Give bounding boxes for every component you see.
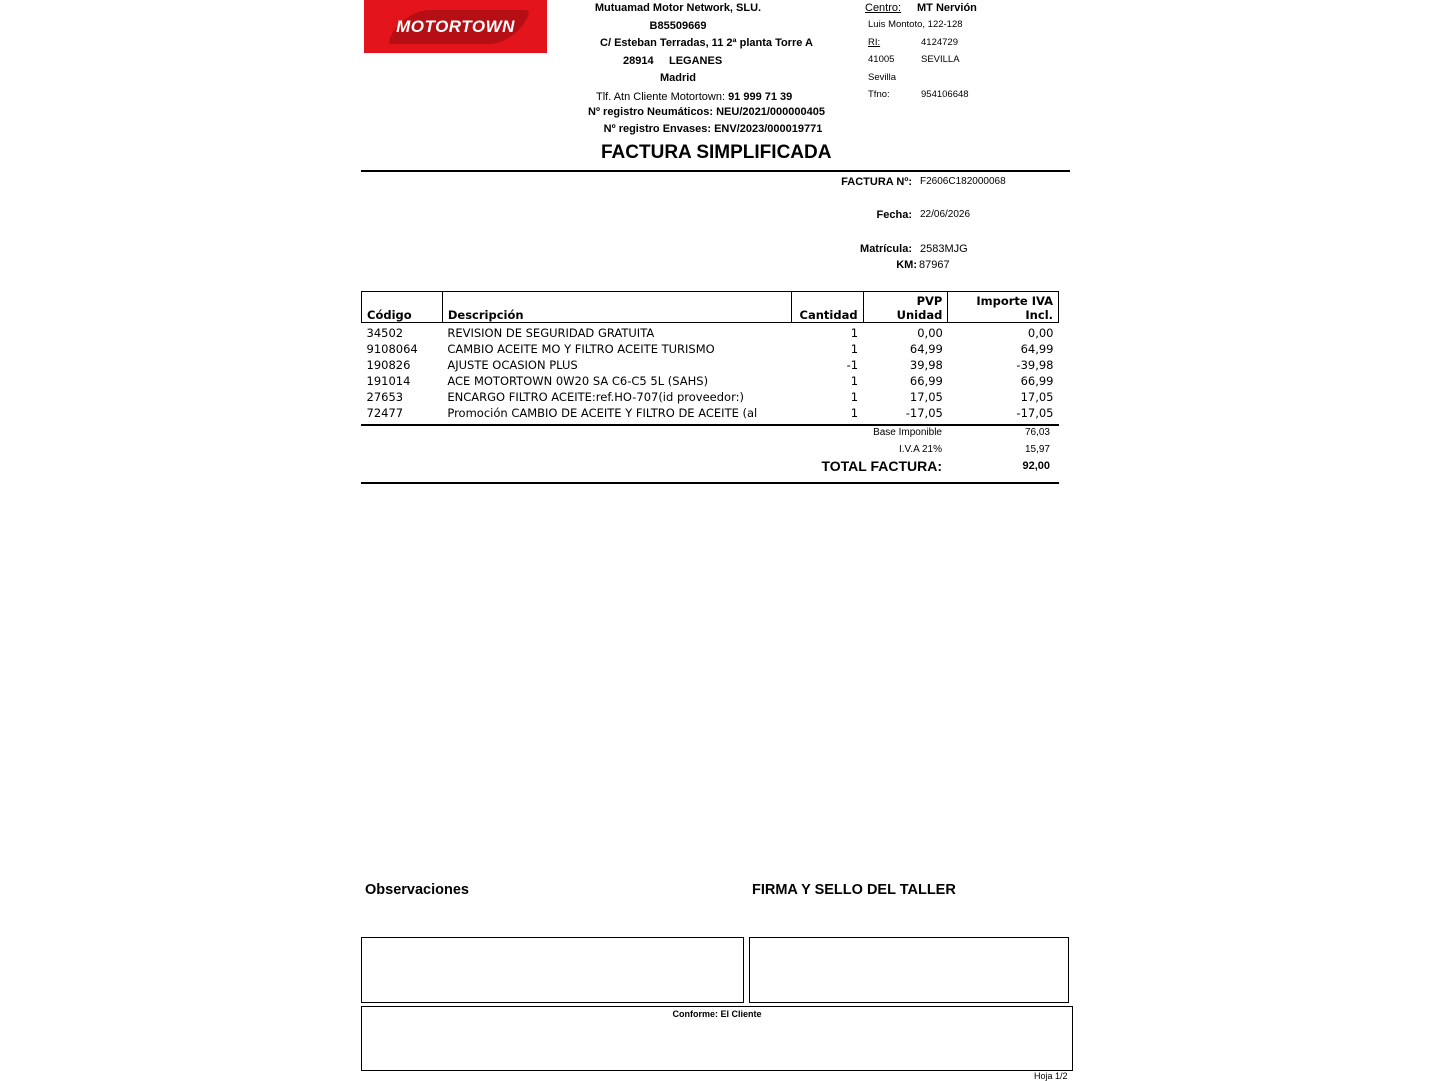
firma-box bbox=[749, 937, 1069, 1003]
km-value: 87967 bbox=[919, 259, 950, 271]
item-description: CAMBIO ACEITE MO Y FILTRO ACEITE TURISMO bbox=[447, 342, 715, 356]
table-header-row bbox=[362, 292, 1059, 323]
item-quantity: 1 bbox=[850, 406, 859, 420]
item-quantity: 1 bbox=[850, 342, 859, 356]
conforme-box bbox=[361, 1006, 1073, 1071]
item-unit-price: 17,05 bbox=[909, 390, 943, 404]
total-value: 92,00 bbox=[1022, 460, 1050, 472]
table-row bbox=[362, 357, 1059, 373]
centro-phone: 954106648 bbox=[921, 89, 969, 100]
item-description: ENCARGO FILTRO ACEITE:ref.HO-707(id proveedor:) bbox=[447, 390, 744, 404]
col-cantidad: Cantidad bbox=[791, 292, 863, 323]
document-title: FACTURA SIMPLIFICADA bbox=[601, 142, 832, 163]
logo-text: MOTORTOWN bbox=[396, 16, 515, 36]
plate-value: 2583MJG bbox=[920, 243, 968, 255]
item-code: 9108064 bbox=[366, 342, 418, 356]
iva-value: 15,97 bbox=[1024, 444, 1050, 455]
col-descripcion: Descripción bbox=[442, 292, 791, 323]
company-phone-label: Tlf. Atn Cliente Motortown: bbox=[596, 91, 725, 103]
company-postal-code: 28914 bbox=[623, 55, 654, 67]
item-code: 27653 bbox=[366, 390, 404, 404]
table-row bbox=[362, 373, 1059, 389]
base-imponible-value: 76,03 bbox=[1024, 427, 1050, 438]
table-row bbox=[362, 341, 1059, 357]
item-code: 72477 bbox=[366, 406, 404, 420]
col-importe: Importe IVA Incl. bbox=[948, 292, 1059, 323]
company-province: Madrid bbox=[659, 72, 697, 84]
item-amount: 66,99 bbox=[1020, 374, 1054, 388]
registro-envases: Nº registro Envases: ENV/2023/000019771 bbox=[603, 123, 823, 135]
company-city: LEGANES bbox=[669, 55, 723, 67]
table-row bbox=[362, 389, 1059, 405]
item-quantity: 1 bbox=[850, 326, 859, 340]
item-unit-price: 66,99 bbox=[909, 374, 943, 388]
items-table bbox=[361, 291, 1059, 421]
item-unit-price: 64,99 bbox=[909, 342, 943, 356]
centro-name: MT Nervión bbox=[917, 2, 977, 14]
company-cif: B85509669 bbox=[649, 20, 707, 32]
registro-neumaticos: Nº registro Neumáticos: NEU/2021/000000405 bbox=[588, 106, 825, 118]
item-amount: 64,99 bbox=[1020, 342, 1054, 356]
item-quantity: 1 bbox=[850, 374, 859, 388]
centro-city: SEVILLA bbox=[921, 54, 960, 65]
company-phone: 91 999 71 39 bbox=[728, 91, 793, 103]
totals-top-divider bbox=[361, 424, 1059, 426]
item-unit-price: 0,00 bbox=[917, 326, 943, 340]
firma-heading: FIRMA Y SELLO DEL TALLER bbox=[752, 882, 956, 898]
invoice-number-label: FACTURA Nº: bbox=[841, 176, 912, 188]
observaciones-heading: Observaciones bbox=[365, 882, 469, 898]
item-unit-price: 39,98 bbox=[909, 358, 943, 372]
item-description: AJUSTE OCASION PLUS bbox=[447, 358, 578, 372]
total-label: TOTAL FACTURA: bbox=[821, 458, 942, 474]
totals-bottom-divider bbox=[361, 482, 1059, 484]
invoice-date: 22/06/2026 bbox=[920, 209, 971, 220]
table-row bbox=[362, 325, 1059, 341]
base-imponible-label: Base Imponible bbox=[873, 427, 942, 438]
item-quantity: 1 bbox=[850, 390, 859, 404]
item-amount: 0,00 bbox=[1027, 326, 1054, 340]
item-unit-price: -17,05 bbox=[905, 406, 943, 420]
item-amount: 17,05 bbox=[1020, 390, 1054, 404]
centro-postal-code: 41005 bbox=[868, 54, 895, 65]
item-description: Promoción CAMBIO DE ACEITE Y FILTRO DE ACEITE (al bbox=[447, 406, 758, 420]
item-code: 34502 bbox=[366, 326, 404, 340]
centro-province: Sevilla bbox=[868, 72, 896, 83]
plate-label: Matrícula: bbox=[860, 243, 912, 255]
title-divider bbox=[361, 170, 1070, 172]
company-name: Mutuamad Motor Network, SLU. bbox=[594, 2, 762, 14]
company-phone-line bbox=[596, 91, 792, 103]
centro-phone-label: Tfno: bbox=[868, 89, 890, 100]
col-codigo: Código bbox=[362, 292, 443, 323]
table-row bbox=[362, 405, 1059, 421]
invoice-date-label: Fecha: bbox=[876, 209, 912, 221]
km-label: KM: bbox=[896, 259, 917, 271]
company-logo bbox=[364, 0, 547, 53]
company-address: C/ Esteban Terradas, 11 2ª planta Torre A bbox=[600, 37, 813, 49]
iva-label: I.V.A 21% bbox=[899, 444, 942, 455]
item-quantity: -1 bbox=[846, 358, 859, 372]
observaciones-box bbox=[361, 937, 744, 1003]
invoice-number: F2606C182000068 bbox=[920, 176, 1006, 187]
centro-address: Luis Montoto, 122-128 bbox=[868, 19, 963, 30]
conforme-label: Conforme: El Cliente bbox=[672, 1009, 762, 1019]
item-description: ACE MOTORTOWN 0W20 SA C6-C5 5L (SAHS) bbox=[447, 374, 709, 388]
item-code: 190826 bbox=[366, 358, 411, 372]
centro-ri: 4124729 bbox=[921, 37, 958, 48]
page-number: Hoja 1/2 bbox=[1034, 1071, 1068, 1081]
centro-label: Centro: bbox=[865, 2, 902, 14]
item-code: 191014 bbox=[366, 374, 411, 388]
item-description: REVISION DE SEGURIDAD GRATUITA bbox=[447, 326, 655, 340]
col-pvp-unidad: PVP Unidad bbox=[863, 292, 948, 323]
item-amount: -39,98 bbox=[1016, 358, 1054, 372]
item-amount: -17,05 bbox=[1016, 406, 1054, 420]
centro-ri-label: RI: bbox=[868, 37, 881, 48]
